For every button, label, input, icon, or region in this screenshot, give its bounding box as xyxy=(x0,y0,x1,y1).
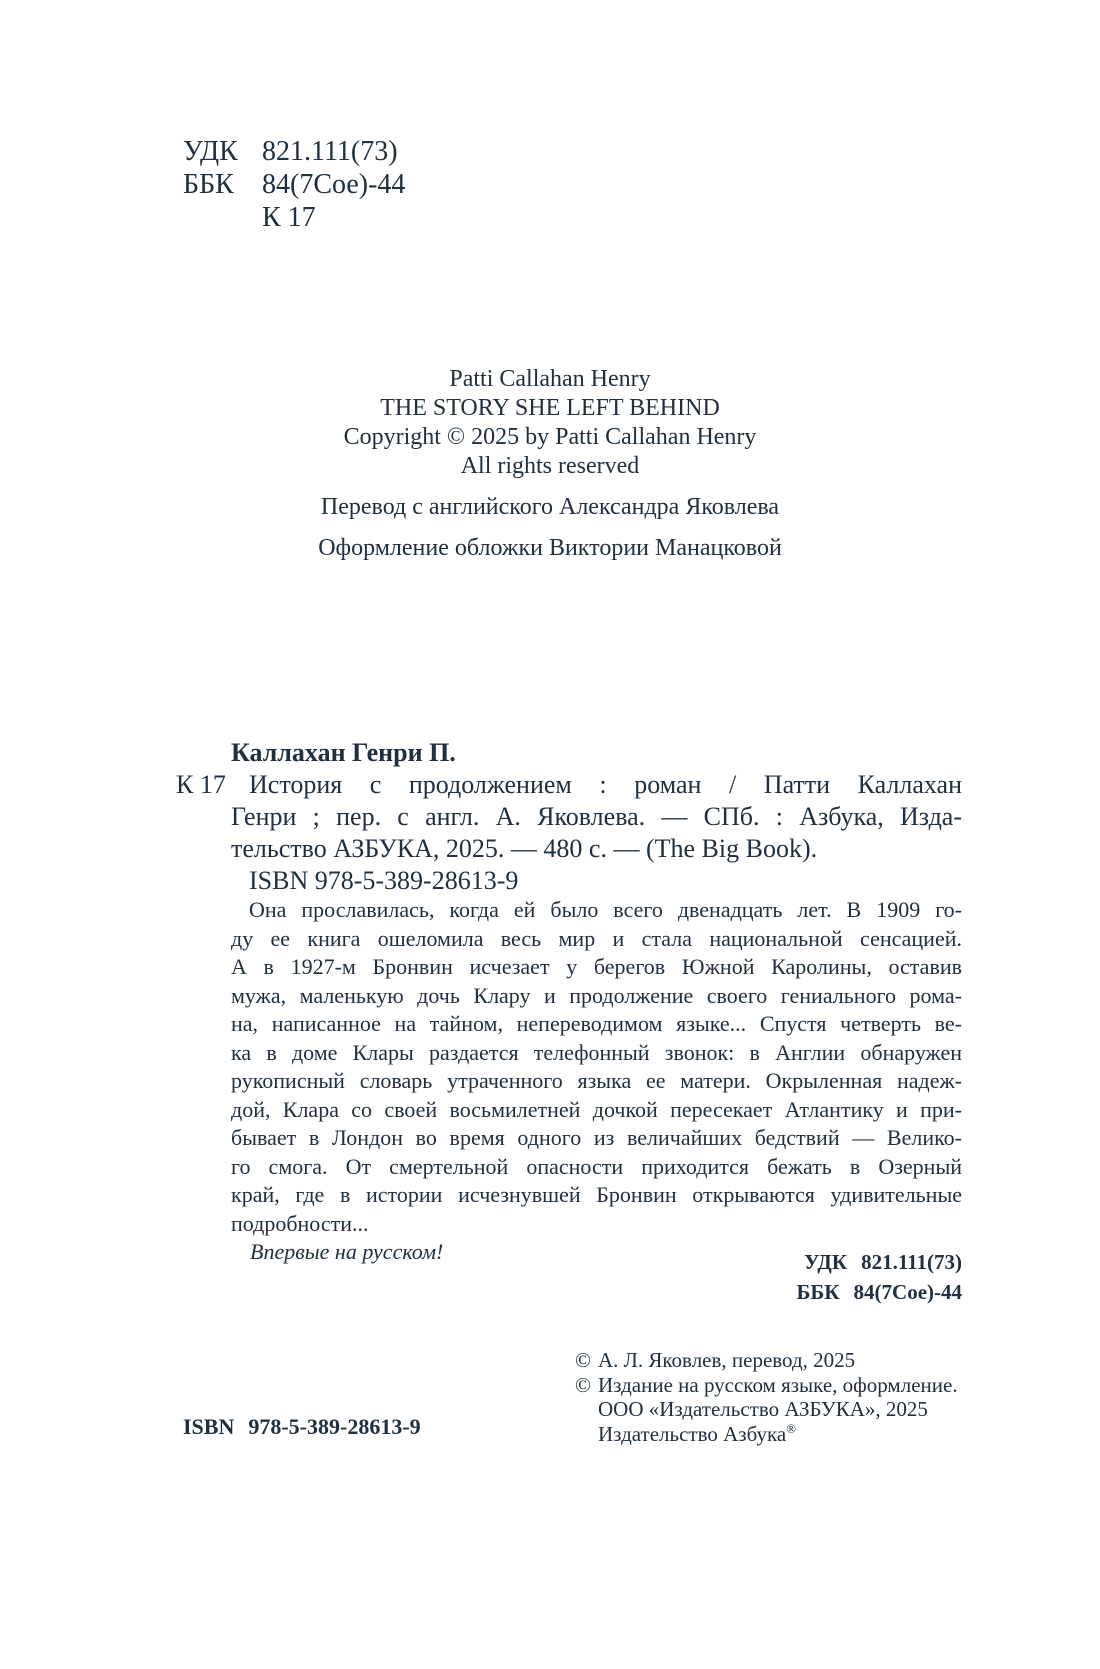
annotation-line: рукописный словарь утраченного языка ее матери. Окрыленная надеж- xyxy=(231,1068,962,1093)
copyright-line: Copyright © 2025 by Patti Callahan Henry xyxy=(343,424,757,450)
copyright-company-line: ООО «Издательство АЗБУКА», 2025 xyxy=(598,1397,928,1421)
registered-mark: ® xyxy=(786,1420,797,1436)
isbn-label: ISBN xyxy=(183,1414,235,1439)
copyright-block xyxy=(575,1348,958,1446)
annotation-line: край, где в истории исчезнувшей Бронвин открываются удивительные xyxy=(231,1182,962,1207)
card-record-line-2: Генри ; пер. с англ. А. Яковлева. — СПб. : Азбука, Изда- xyxy=(231,802,962,831)
bbk-label-bottom: ББК xyxy=(796,1280,840,1304)
card-record-line-1 xyxy=(176,769,962,801)
annotation-line: бывает в Лондон во время одного из величайших бедствий — Велико- xyxy=(231,1125,962,1150)
card-author-sign: К 17 xyxy=(176,770,226,799)
translator-line: Перевод с английского Александра Яковлева xyxy=(320,494,780,520)
udk-row xyxy=(183,135,405,168)
catalog-card xyxy=(176,737,962,897)
card-author-heading: Каллахан Генри П. xyxy=(231,738,456,767)
copyright-symbol: © xyxy=(575,1372,591,1397)
card-record-line-3: тельство АЗБУКА, 2025. — 480 с. — (The Big Book). xyxy=(231,834,818,863)
udk-row-bottom xyxy=(797,1247,962,1277)
annotation-line: го смога. От смертельной опасности приходится бежать в Озерный xyxy=(231,1153,962,1179)
original-title: THE STORY SHE LEFT BEHIND xyxy=(380,395,720,421)
cover-designer-line: Оформление обложки Виктории Манацковой xyxy=(318,535,782,561)
annotation-line: мужа, маленькую дочь Клару и продолжение своего гениального рома- xyxy=(231,982,962,1008)
annotation-line-last: подробности... xyxy=(231,1210,369,1236)
card-isbn-line: ISBN 978-5-389-28613-9 xyxy=(249,866,519,895)
copyright-edition-line: Издание на русском языке, оформление. xyxy=(598,1372,958,1397)
author-sign: К 17 xyxy=(262,202,316,233)
bottom-classification-codes xyxy=(797,1247,962,1307)
original-edition-block xyxy=(170,365,930,563)
annotation-line: А в 1927-м Бронвин исчезает у берегов Южной Каролины, оставив xyxy=(231,954,962,979)
author-sign-row xyxy=(183,201,405,234)
original-author: Patti Callahan Henry xyxy=(449,366,651,392)
annotation-line: дой, Клара со своей восьмилетней дочкой пересекает Атлантику и при- xyxy=(231,1096,962,1122)
udk-label: УДК xyxy=(183,136,238,167)
top-classification-codes xyxy=(183,135,405,234)
copyright-symbol: © xyxy=(575,1348,591,1372)
bbk-row-bottom xyxy=(797,1277,962,1307)
isbn-value: 978-5-389-28613-9 xyxy=(248,1414,421,1439)
copyright-entry-publisher xyxy=(575,1373,958,1447)
bbk-value-bottom: 84(7Сое)-44 xyxy=(853,1280,962,1304)
annotation xyxy=(231,896,962,1267)
rights-line: All rights reserved xyxy=(460,453,640,479)
bbk-row xyxy=(183,168,405,201)
bbk-value: 84(7Сое)-44 xyxy=(262,169,406,200)
bbk-label: ББК xyxy=(183,169,234,200)
udk-label-bottom: УДК xyxy=(804,1250,848,1274)
annotation-line: на, написанное на тайном, непереводимом языке... Спустя четверть ве- xyxy=(231,1011,962,1036)
publisher-brand-text: Издательство Азбука xyxy=(598,1421,787,1446)
annotation-line: Она прославилась, когда ей было всего двенадцать лет. В 1909 го- xyxy=(249,897,962,922)
copyright-entry-translator xyxy=(575,1348,958,1373)
udk-value: 821.111(73) xyxy=(262,136,398,167)
card-record-text-1: История с продолжением : роман / Патти Каллахан xyxy=(249,770,962,799)
publisher-brand-line xyxy=(598,1422,958,1447)
annotation-line: ду ее книга ошеломила весь мир и стала национальной сенсацией. xyxy=(231,925,962,951)
udk-value-bottom: 821.111(73) xyxy=(861,1250,962,1274)
copyright-translator-line: А. Л. Яковлев, перевод, 2025 xyxy=(598,1348,856,1372)
annotation-line: ка в доме Клары раздается телефонный звонок: в Англии обнаружен xyxy=(231,1039,962,1065)
isbn-bottom xyxy=(183,1413,421,1441)
first-time-russian-note: Впервые на русском! xyxy=(250,1239,444,1264)
